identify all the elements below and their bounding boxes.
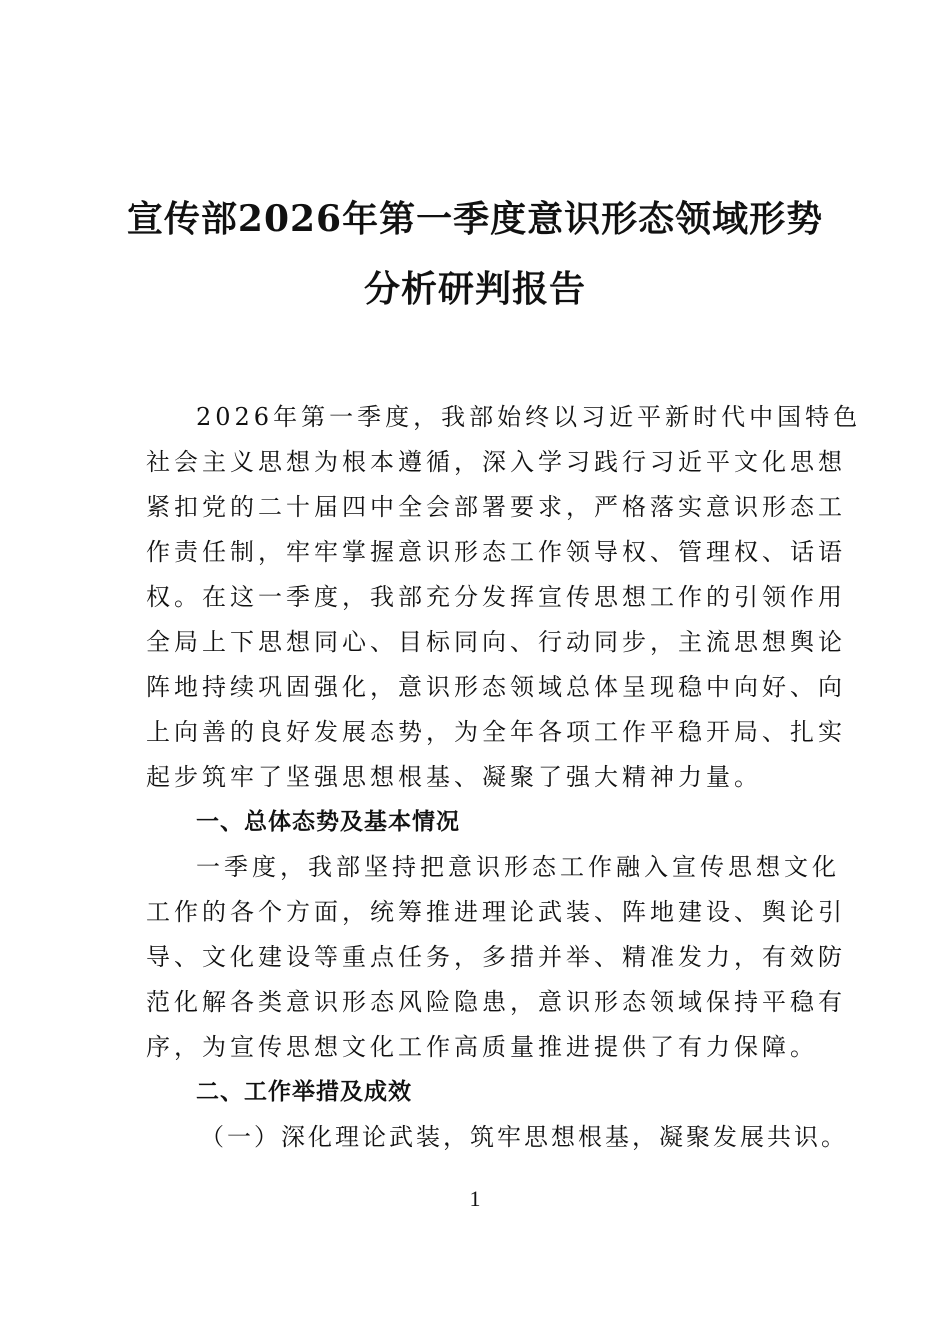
paragraph-1-line: 全局上下思想同心、目标同向、行动同步，主流思想舆论 (146, 628, 846, 656)
paragraph-2-line: 工作的各个方面，统筹推进理论武装、阵地建设、舆论引 (146, 898, 846, 926)
document-title-line-1: 宣传部2026年第一季度意识形态领域形势 (126, 198, 824, 240)
paragraph-2-line: 范化解各类意识形态风险隐患，意识形态领域保持平稳有 (146, 988, 846, 1016)
paragraph-1-line: 上向善的良好发展态势，为全年各项工作平稳开局、扎实 (146, 718, 846, 746)
section-heading-1: 一、总体态势及基本情况 (196, 809, 460, 835)
paragraph-1-line: 社会主义思想为根本遵循，深入学习践行习近平文化思想 (146, 448, 846, 476)
paragraph-2-line: 一季度，我部坚持把意识形态工作融入宣传思想文化 (196, 853, 840, 881)
paragraph-1-line: 2026年第一季度，我部始终以习近平新时代中国特色 (196, 403, 862, 431)
document-body (146, 395, 862, 1160)
paragraph-1-line: 作责任制，牢牢掌握意识形态工作领导权、管理权、话语 (146, 538, 846, 566)
sub-heading-1: （一）深化理论武装，筑牢思想根基，凝聚发展共识。 (200, 1123, 848, 1151)
paragraph-2-line: 导、文化建设等重点任务，多措并举、精准发力，有效防 (146, 943, 846, 971)
paragraph-1-line: 起步筑牢了坚强思想根基、凝聚了强大精神力量。 (146, 763, 762, 791)
document-title-line-2: 分析研判报告 (363, 268, 586, 310)
paragraph-1-line: 阵地持续巩固强化，意识形态领域总体呈现稳中向好、向 (146, 673, 846, 701)
paragraph-1-line: 权。在这一季度，我部充分发挥宣传思想工作的引领作用 (146, 583, 846, 611)
paragraph-2-line: 序，为宣传思想文化工作高质量推进提供了有力保障。 (146, 1033, 818, 1061)
section-heading-2: 二、工作举措及成效 (196, 1079, 412, 1105)
paragraph-1-line: 紧扣党的二十届四中全会部署要求，严格落实意识形态工 (146, 493, 846, 521)
page-number: 1 (469, 1186, 481, 1211)
